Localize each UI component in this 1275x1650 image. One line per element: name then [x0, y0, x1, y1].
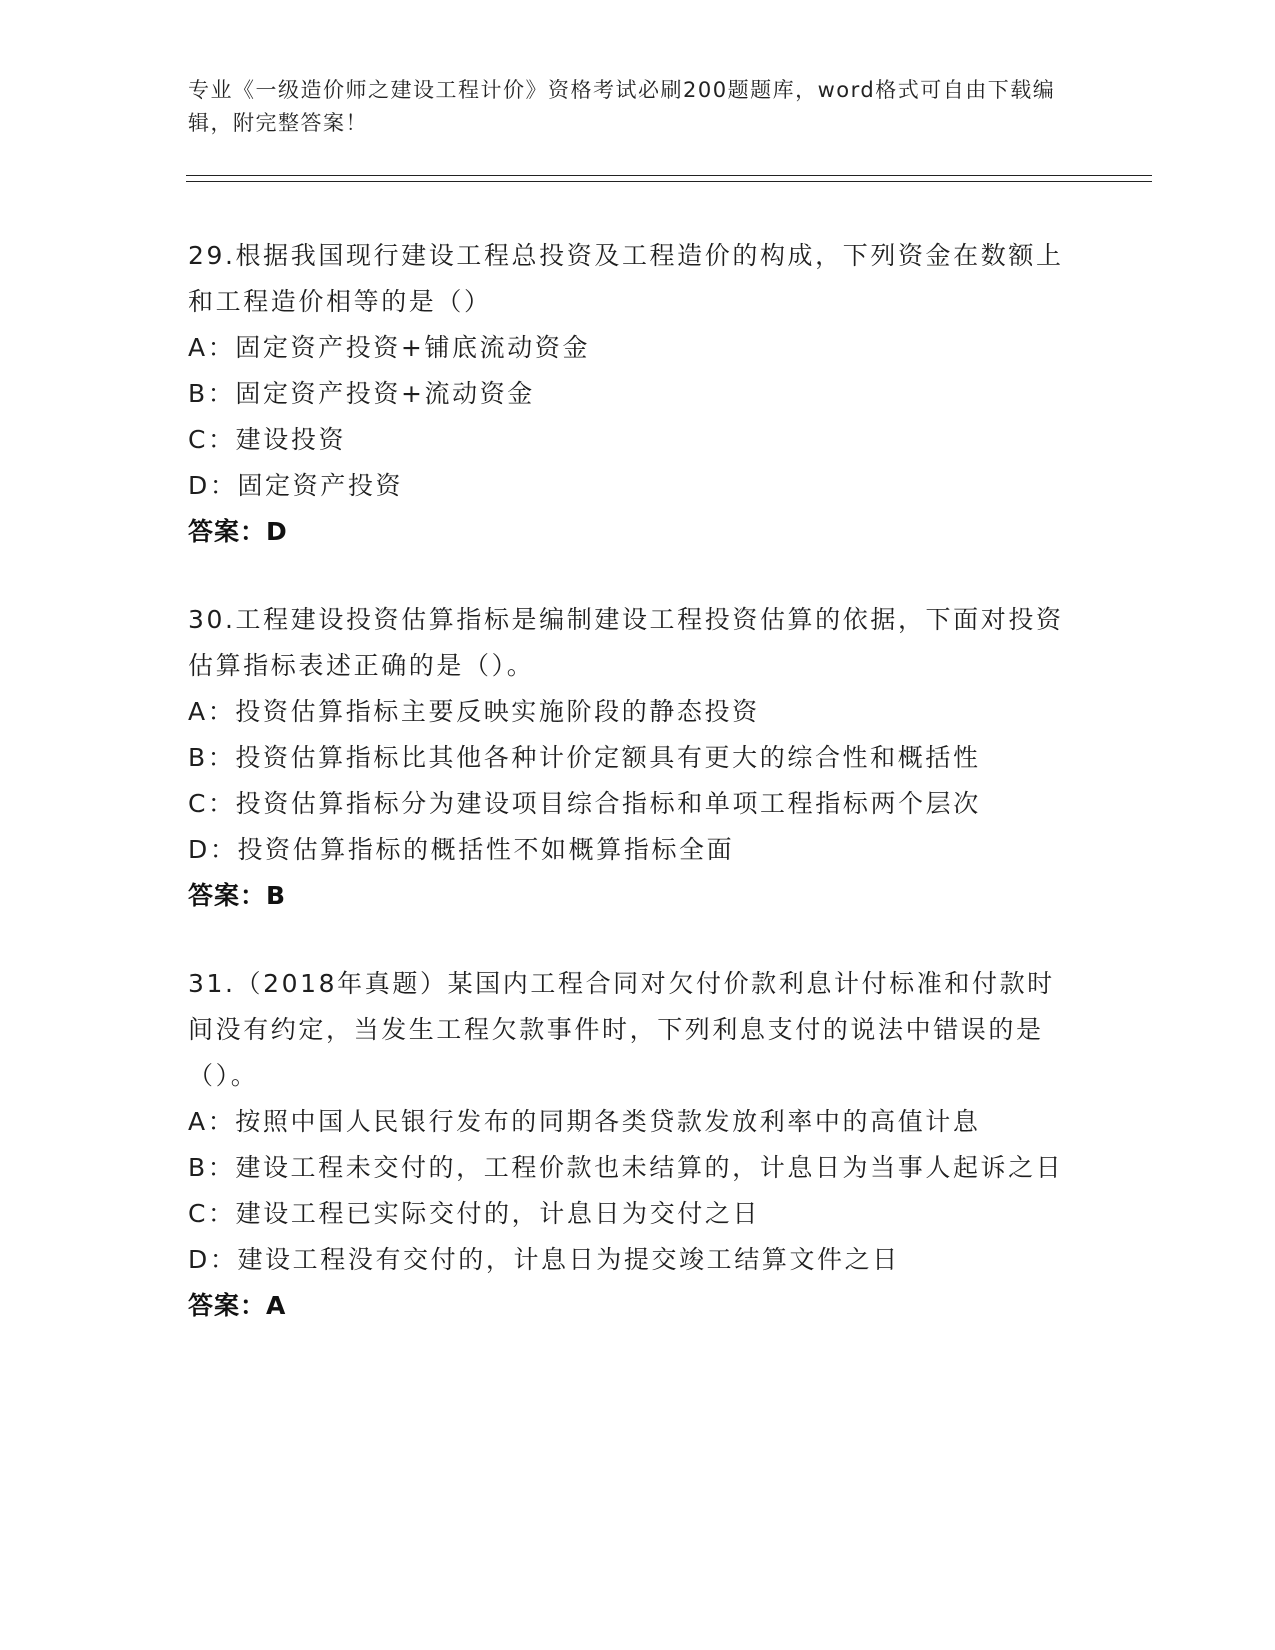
option-c: C：建设工程已实际交付的，计息日为交付之日 — [188, 1199, 761, 1228]
option-c: C：建设投资 — [188, 425, 347, 454]
option-a: A：按照中国人民银行发布的同期各类贷款发放利率中的高值计息 — [188, 1107, 981, 1136]
option-b: B：投资估算指标比其他各种计价定额具有更大的综合性和概括性 — [188, 743, 981, 772]
answer: 答案：A — [188, 1291, 287, 1320]
question-text: 30.工程建设投资估算指标是编制建设工程投资估算的依据，下面对投资估算指标表述正确的是（）。 — [188, 605, 1064, 680]
question-text: 31.（2018年真题）某国内工程合同对欠付价款利息计付标准和付款时间没有约定，当发生工程欠款事件时，下列利息支付的说法中错误的是（）。 — [188, 969, 1055, 1090]
header-divider-top — [186, 175, 1152, 176]
question-29 — [188, 233, 1088, 555]
question-text: 29.根据我国现行建设工程总投资及工程造价的构成，下列资金在数额上和工程造价相等的是（） — [188, 241, 1064, 316]
option-b: B：建设工程未交付的，工程价款也未结算的，计息日为当事人起诉之日 — [188, 1153, 1064, 1182]
option-c: C：投资估算指标分为建设项目综合指标和单项工程指标两个层次 — [188, 789, 981, 818]
header-divider-bottom — [186, 181, 1152, 182]
answer: 答案：D — [188, 517, 288, 546]
option-d: D：投资估算指标的概括性不如概算指标全面 — [188, 835, 735, 864]
question-31 — [188, 961, 1088, 1329]
option-d: D：建设工程没有交付的，计息日为提交竣工结算文件之日 — [188, 1245, 900, 1274]
answer: 答案：B — [188, 881, 287, 910]
option-d: D：固定资产投资 — [188, 471, 404, 500]
option-b: B：固定资产投资+流动资金 — [188, 379, 535, 408]
option-a: A：固定资产投资+铺底流动资金 — [188, 333, 591, 362]
question-30 — [188, 597, 1088, 919]
document-header: 专业《一级造价师之建设工程计价》资格考试必刷200题题库，word格式可自由下载编辑，附完整答案！ — [188, 78, 1056, 135]
option-a: A：投资估算指标主要反映实施阶段的静态投资 — [188, 697, 760, 726]
